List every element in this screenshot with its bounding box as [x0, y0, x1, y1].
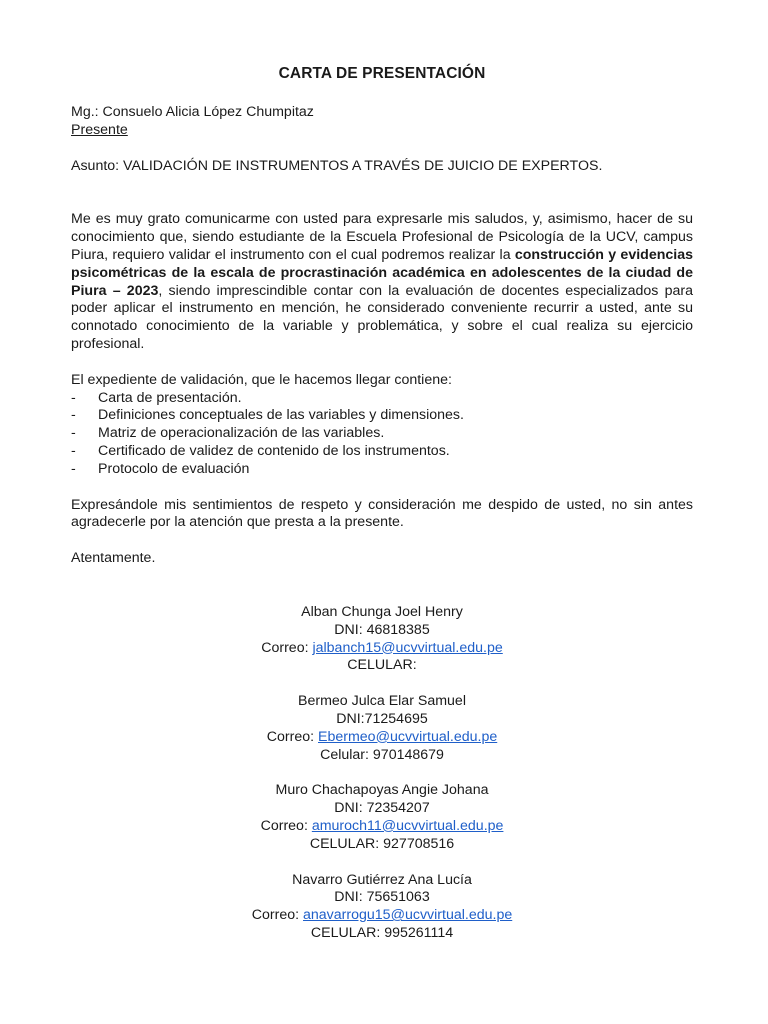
- list-marker: -: [71, 460, 76, 477]
- signatory-2: [71, 693, 693, 764]
- expediente-intro: El expediente de validación, que le hacemos llegar contiene:: [71, 371, 452, 388]
- signatory-phone: CELULAR: 927708516: [309, 835, 455, 852]
- body-paragraph-1-text-a: Me es muy grato comunicarme con usted para expresarle mis saludos, y, asimismo, hacer de su conocimiento que, siendo estudiante de la Escuela Profesional de Psicología de la UCV, campus Piura, requiero validar el instrumento con el cual podremos realizar la: [71, 211, 693, 263]
- email-label: Correo:: [266, 728, 318, 745]
- recipient-name: Mg.: Consuelo Alicia López Chumpitaz: [71, 104, 314, 120]
- body-paragraph-3: Expresándole mis sentimientos de respeto y consideración me despido de usted, no sin antes agradecerle por la atención que presta a la presente.: [71, 496, 693, 531]
- list-item: - Matriz de operacionalización de las variables.: [71, 425, 385, 442]
- signatory-phone: Celular: 970148679: [320, 746, 444, 763]
- signatory-email-row: [71, 640, 693, 658]
- signatory-email-row: [71, 729, 693, 747]
- email-label: Correo:: [260, 817, 312, 834]
- signatory-3: [71, 782, 693, 853]
- body-paragraph-1-bold: construcción y evidencias psicométricas de la escala de procrastinación académica en adolescentes de la ciudad de Piura – 2023: [71, 246, 693, 299]
- signatory-email-row: [71, 818, 693, 836]
- body-paragraph-1-text-b: , siendo imprescindible contar con la evaluación de docentes especializados para poder aplicar el instrumento en mención, he considerado conveniente recurrir a usted, ante su connotado conocimiento de la variable y problemática, y sobre el cual realiza su ejercicio profesional.: [71, 282, 693, 352]
- expediente-list: [71, 390, 693, 479]
- signatory-dni: DNI: 75651063: [334, 889, 430, 906]
- list-item: - Definiciones conceptuales de las variables y dimensiones.: [71, 407, 464, 424]
- email-link[interactable]: amuroch11@ucvvirtual.edu.pe: [311, 817, 504, 834]
- list-item: - Certificado de validez de contenido de los instrumentos.: [71, 442, 450, 459]
- signatory-name: Muro Chachapoyas Angie Johana: [275, 782, 489, 799]
- email-link[interactable]: anavarrogu15@ucvvirtual.edu.pe: [303, 907, 513, 924]
- list-marker: -: [71, 442, 76, 459]
- signatories-block: [71, 604, 693, 943]
- list-item: - Protocolo de evaluación: [71, 460, 250, 477]
- signatory-dni: DNI: 72354207: [334, 800, 430, 817]
- signatory-name: Navarro Gutiérrez Ana Lucía: [292, 871, 472, 888]
- email-label: Correo:: [251, 907, 304, 924]
- list-marker: -: [71, 407, 76, 424]
- list-marker: -: [71, 425, 76, 442]
- signatory-name: Bermeo Julca Elar Samuel: [298, 693, 466, 710]
- body-paragraph-1: [71, 211, 693, 353]
- email-label: Correo:: [261, 639, 313, 656]
- signatory-phone: CELULAR:: [347, 657, 417, 674]
- signatory-4: [71, 872, 693, 943]
- signatory-email-row: [71, 907, 693, 925]
- letter-subject: Asunto: VALIDACIÓN DE INSTRUMENTOS A TRAVÉS DE JUICIO DE EXPERTOS.: [71, 157, 603, 174]
- recipient-presente: Presente: [71, 121, 128, 138]
- letter-title: CARTA DE PRESENTACIÓN: [278, 65, 486, 82]
- signatory-dni: DNI:71254695: [336, 710, 428, 727]
- signatory-1: [71, 604, 693, 675]
- list-item: - Carta de presentación.: [71, 389, 242, 406]
- letter-page: [71, 62, 693, 961]
- signatory-name: Alban Chunga Joel Henry: [301, 603, 463, 620]
- email-link[interactable]: Ebermeo@ucvvirtual.edu.pe: [318, 728, 498, 745]
- list-marker: -: [71, 389, 76, 406]
- email-link[interactable]: jalbanch15@ucvvirtual.edu.pe: [312, 639, 503, 656]
- closing: Atentamente.: [71, 550, 156, 567]
- signatory-dni: DNI: 46818385: [334, 621, 430, 638]
- signatory-phone: CELULAR: 995261114: [310, 924, 454, 941]
